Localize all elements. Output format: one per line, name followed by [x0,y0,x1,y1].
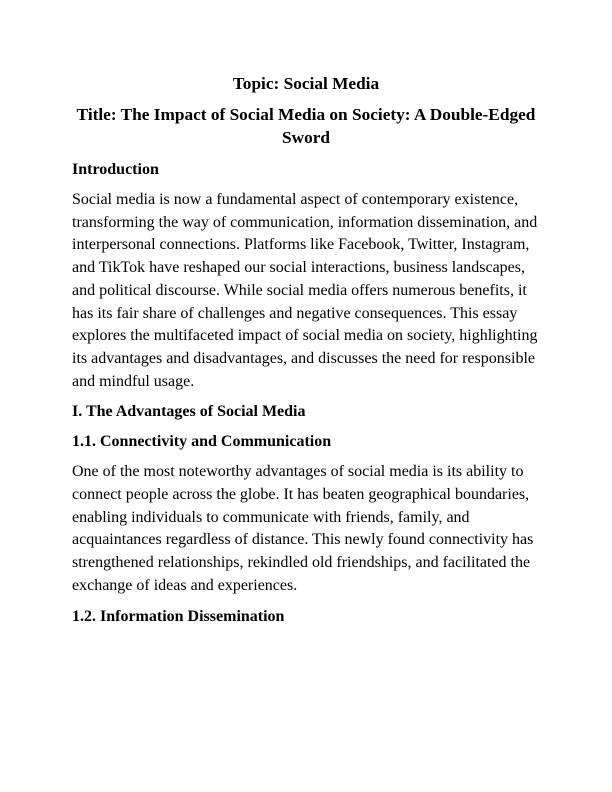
subsection-1-1-paragraph: One of the most noteworthy advantages of social media is its ability to connect people across the globe. It has beaten geographical boundaries, enabling individuals to communicate with friends, family, and acquaintances regardless of distance. This newly found connectivity has strengthened relationships, rekindled old friendships, and facilitated the exchange of ideas and experiences. [72,463,534,594]
section-1-heading: I. The Advantages of Social Media [72,403,306,421]
document-page [72,72,540,636]
topic-heading: Topic: Social Media [232,74,380,93]
subsection-1-1-heading: 1.1. Connectivity and Communication [72,433,332,451]
introduction-heading: Introduction [72,161,159,178]
essay-title: Title: The Impact of Social Media on Society: A Double-Edged Sword [76,105,536,147]
subsection-1-2-heading: 1.2. Information Dissemination [72,607,285,625]
introduction-paragraph: Social media is now a fundamental aspect of contemporary existence, transforming the way of communication, information dissemination, and interpersonal connections. Platforms like Facebook, Twitter, Instagram, and TikTok have reshaped our social interactions, business landscapes, and political discourse. While social media offers numerous benefits, it has its fair share of challenges and negative consequences. This essay explores the multifaceted impact of social media on society, highlighting its advantages and disadvantages, and discusses the need for responsible and mindful usage. [72,191,538,390]
